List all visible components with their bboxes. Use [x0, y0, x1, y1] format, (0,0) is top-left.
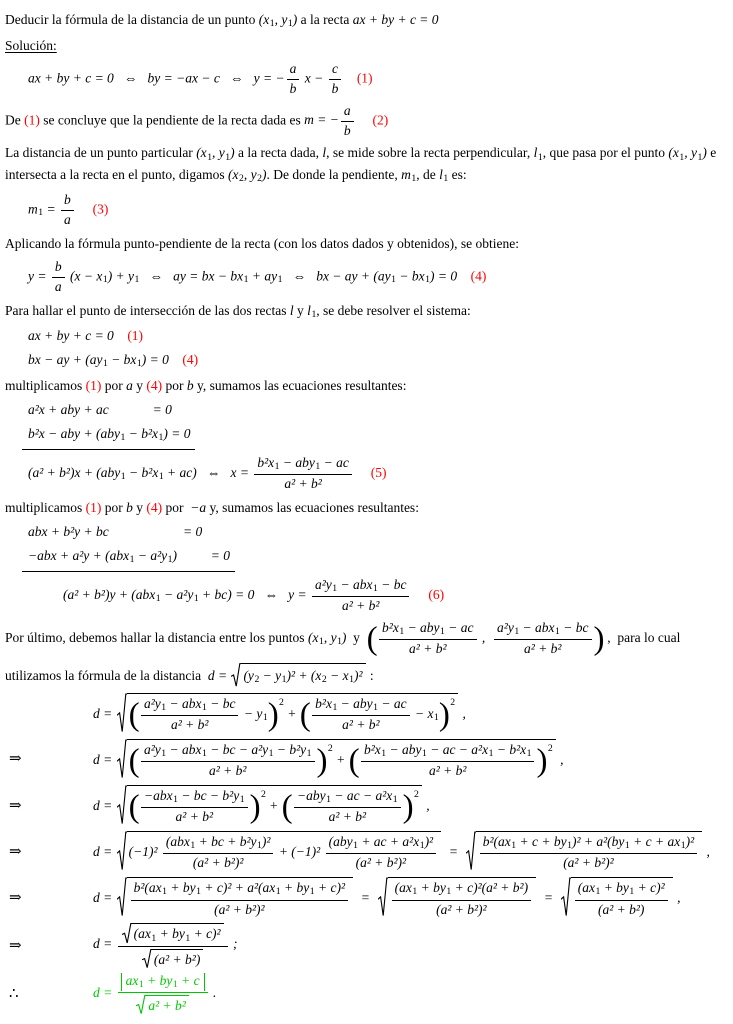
fraction — [379, 620, 476, 658]
paren-group — [299, 695, 456, 733]
implies-symbol: ⇒ — [9, 843, 22, 860]
equation-ref: (4) — [146, 377, 163, 393]
numerator: b — [52, 259, 65, 278]
subscript: 1 — [120, 471, 126, 483]
right-paren-icon: ) — [249, 789, 260, 826]
subscript: 1 — [173, 794, 178, 806]
text-line — [5, 36, 731, 56]
subscript: 1 — [287, 18, 293, 30]
denominator: a² + b² — [175, 809, 214, 825]
square-root — [117, 785, 422, 826]
subscript: 1 — [158, 432, 164, 444]
subscript: 1 — [151, 932, 157, 944]
radical-sign-icon — [117, 693, 127, 734]
subscript: 1 — [440, 626, 445, 638]
subscript: 1 — [268, 748, 274, 760]
radical-sign-icon — [561, 877, 571, 918]
abs-content: ax1 + by1 + c — [121, 973, 205, 991]
fraction — [494, 620, 591, 658]
paren-content: $\frac{\text{b²x1 − aby1 − ac}}{\text{a² + b²}}$ , $\frac{\text{a²y1 − abx1 − bc}}{\text{a² + b²}}$ — [377, 630, 593, 645]
subscript: 1 — [399, 626, 405, 638]
subscript: 1 — [243, 274, 249, 286]
derivation-line — [5, 784, 731, 826]
subscript: 1 — [412, 886, 418, 898]
left-paren-icon: ( — [299, 696, 311, 733]
subscript: 1 — [337, 636, 342, 648]
derivation-line — [5, 830, 731, 872]
subscript: 1 — [185, 932, 191, 944]
math-inline — [366, 619, 604, 657]
subscript: 1 — [318, 636, 324, 648]
left-paren-icon: ( — [348, 742, 359, 779]
subscript: 1 — [555, 626, 560, 638]
equation-line: ax + by + c = 0 ⇔ by = −ax − c ⇔ y = − $\frac{a}{b}$ x − $\frac{c}{b}$ (1) — [28, 60, 373, 96]
fraction — [141, 742, 315, 780]
subscript: 1 — [162, 886, 168, 898]
radical-sign-icon — [466, 831, 476, 872]
paren-content — [139, 788, 250, 825]
math-expression: d = ( $\frac{\text{−abx1 − bc − b²y1}}{\text{a² + b²}}$ )$^2$ + ( $\frac{\text{−aby1 − ac − a²x1}}{\text{a² + b²}}$ )$^2$ , — [93, 784, 430, 826]
denominator: b — [343, 122, 351, 138]
equation-ref: (6) — [428, 586, 445, 602]
denominator: a² + b² — [170, 717, 209, 733]
radicand: (ax1 + by1 + c)² — [132, 923, 224, 944]
numerator: (ax1 + by1 + c)²(a² + b²) — [392, 880, 531, 900]
denominator — [118, 993, 208, 1015]
radicand — [571, 877, 673, 918]
text-line: Por último, debemos hallar la distancia entre los puntos (x1, y1) y ( $\frac{\text{b²x1 − aby1 − ac}}{\text{a² + b²}}$ , $\frac{\text{a²y1 − abx1 − bc}}{\text{a² + b²}}$ ) , para lo cual — [5, 619, 681, 657]
subscript: 1 — [239, 794, 245, 806]
numerator: a²y1 − abx1 − bc — [141, 696, 238, 716]
fraction — [118, 973, 208, 1015]
denominator: (a² + b²)² — [563, 855, 614, 871]
exponent: 2 — [279, 696, 284, 708]
text-line: multiplicamos (1) por a y (4) por b y, sumamos las ecuaciones resultantes: — [5, 377, 407, 393]
exponent: 2 — [450, 696, 456, 708]
subscript: 1 — [158, 471, 164, 483]
subscript: 1 — [537, 151, 543, 163]
subscript: 1 — [275, 886, 281, 898]
radicand: a² + b² — [146, 995, 188, 1015]
fraction — [326, 834, 437, 872]
fraction — [163, 834, 274, 872]
square-root — [561, 877, 673, 918]
subscript: 1 — [567, 840, 572, 852]
square-root — [122, 923, 224, 944]
subscript: 1 — [306, 748, 312, 760]
left-paren-icon: ( — [128, 696, 139, 733]
radicand: ( $\frac{\text{a²y1 − abx1 − bc}}{\text{a² + b²}}$ − y1)$^2$ + ( $\frac{\text{b²x1 − aby1 − ac}}{\text{a² + b²}}$ − x1)$^2$ — [127, 693, 458, 734]
denominator: b — [289, 80, 297, 96]
radicand: ( $\frac{\text{a²y1 − abx1 − bc − a²y1 − b²y1}}{\text{a² + b²}}$ )$^2$ + ( $\frac{\text{b²x1 − aby1 − ac − a²x1 − b²x1}}{\text{a² + b²}}$ )$^2$ — [127, 739, 556, 780]
exponent: 2 — [327, 742, 333, 754]
text-line: multiplicamos (1) por b y (4) por −a y, sumamos las ecuaciones resultantes: — [5, 499, 419, 515]
fraction — [287, 61, 300, 98]
text-line: La distancia de un punto particular (x1, y1) a la recta dada, l, se mide sobre la recta perpendicular, l1, que pasa por el punto (x1, y1) e intersecta a la recta en el punto, digamos (x2, y2). De donde la pendiente, m1, de l1 es: — [5, 145, 720, 185]
denominator: (a² + b²)² — [436, 901, 487, 917]
derivation-line — [5, 738, 731, 780]
math-inline: (x1, y1) — [307, 630, 347, 648]
equation-ref: (4) — [182, 352, 199, 368]
radicand: (−1)² $\frac{\text{(abx1 + bc + b²y1)²}}{\text{(a² + b²)²}}$ + (−1)² $\frac{\text{(aby1 + ac + a²x1)²}}{\text{(a² + b²)²}}$ — [127, 831, 441, 872]
subscript: 1 — [120, 432, 126, 444]
subscript: 1 — [172, 978, 178, 990]
denominator: (a² + b²) — [597, 901, 645, 917]
right-paren-icon: ) — [402, 789, 413, 826]
paren-group — [348, 741, 553, 779]
math-expression: d = $\frac{\text{(ax1 + by1 + c)²}}{\text{(a² + b²)}}$ ; — [93, 922, 237, 968]
subscript: 1 — [274, 460, 280, 472]
equation-ref: (1) — [85, 377, 102, 393]
equation-line: (a² + b²)y + (abx1 − a²y1 + bc) = 0 ⇔ y = $\frac{\text{a²y1 − abx1 − bc}}{\text{a² + b²}}$ (6) — [63, 576, 445, 614]
square-root — [136, 995, 188, 1015]
right-paren-icon: ) — [438, 696, 450, 733]
derivation-line — [5, 922, 731, 968]
numerator: b²x1 − aby1 − ac − a²x1 − b²x1 — [361, 742, 535, 762]
fraction — [131, 880, 348, 918]
subscript: 1 — [353, 840, 358, 852]
subscript: 1 — [679, 151, 685, 163]
subscript: 1 — [136, 358, 142, 370]
subscript: 1 — [257, 840, 262, 852]
radicand: (y2 − y1)² + (x2 − x1)² — [241, 663, 365, 688]
subscript: 1 — [526, 748, 532, 760]
math-inline: l — [322, 145, 327, 161]
numerator: b²x1 − aby1 − ac — [379, 620, 476, 640]
radical-sign-icon — [231, 663, 241, 688]
subscript: 1 — [381, 748, 387, 760]
paren-group — [128, 695, 284, 733]
subscript: 1 — [411, 173, 417, 185]
derivation-line — [5, 876, 731, 918]
denominator — [118, 947, 228, 969]
absolute-value — [121, 973, 205, 991]
subscript: 1 — [680, 840, 686, 852]
paren-content — [292, 788, 403, 825]
radical-sign-icon — [117, 739, 127, 780]
equation-ref: (2) — [372, 112, 389, 128]
equation-line: m1 = $\frac{b}{a}$ (3) — [28, 191, 109, 227]
paren-group — [281, 788, 419, 826]
radical-sign-icon — [117, 831, 127, 872]
subscript: 1 — [309, 886, 315, 898]
numerator: a²y1 − abx1 − bc — [312, 577, 409, 597]
radicand — [388, 877, 536, 918]
fraction — [480, 834, 697, 872]
subscript: 1 — [196, 886, 201, 898]
math-inline: m = − $\frac{a}{b}$ — [304, 112, 355, 127]
math-inline: −a — [190, 499, 207, 515]
math-inline: b — [126, 499, 133, 515]
radical-sign-icon — [142, 949, 152, 969]
numerator: a²y1 − abx1 − bc − a²y1 − b²y1 — [141, 742, 315, 762]
subscript: 1 — [202, 701, 207, 713]
left-paren-icon: ( — [281, 789, 293, 826]
text-line: Deducir la fórmula de la distancia de un punto (x1, y1) a la recta ax + by + c = 0 — [5, 12, 439, 30]
equation-line: a²x + aby + ac = 0 — [28, 402, 172, 418]
subscript: 1 — [102, 274, 108, 286]
numerator: (aby1 + ac + a²x1)² — [326, 834, 437, 854]
subscript: 2 — [239, 173, 244, 185]
math-inline: a — [126, 377, 133, 393]
subscript: 1 — [225, 151, 231, 163]
numerator: a — [287, 61, 300, 80]
math-inline: l1 — [307, 302, 317, 320]
equation-ref: (4) — [470, 268, 487, 284]
fraction — [141, 696, 238, 734]
subscript: 1 — [161, 701, 167, 713]
math-inline: (x2, y2) — [228, 167, 267, 185]
fraction — [575, 880, 668, 918]
subscript: 2 — [257, 173, 263, 185]
math-expression: d = $\frac{ax1 + by1 + c}{\text{a² + b²}}$ . — [93, 972, 217, 1013]
subscript: 2 — [254, 674, 260, 686]
derivation-line — [5, 973, 731, 1015]
equation-line: b²x − aby + (aby1 − b²x1) = 0 — [22, 425, 195, 450]
subscript: 1 — [425, 274, 430, 286]
subscript: 1 — [155, 593, 161, 605]
fraction — [294, 788, 401, 826]
implies-symbol: ⇒ — [9, 797, 22, 814]
text-line: Para hallar el punto de intersección de las dos rectas l y l1, se debe resolver el sistema: — [5, 302, 471, 320]
subscript: 1 — [446, 886, 452, 898]
subscript: 1 — [373, 701, 379, 713]
fraction — [52, 259, 65, 296]
math-expression: d = ( $\frac{\text{a²y1 − abx1 − bc − a²y1 − b²y1}}{\text{a² + b²}}$ )$^2$ + ( $\frac{\text{b²x1 − aby1 − ac − a²x1 − b²x1}}{\text{a² + b²}}$ )$^2$ , — [93, 738, 563, 780]
subscript: 1 — [207, 151, 213, 163]
denominator: a² + b² — [409, 641, 447, 657]
subscript: 1 — [202, 748, 207, 760]
subscript: 1 — [349, 674, 354, 686]
subscript: 1 — [392, 794, 398, 806]
math-expression: d = (−1)² $\frac{\text{(abx1 + bc + b²y1)²}}{\text{(a² + b²)²}}$ + (−1)² $\frac{\text{(aby1 + ac + a²x1)²}}{\text{(a² + b²)²}}$ = $\frac{\text{b²(ax1 + c + by1)² + a²(by1 + c + ax1)²}}{\text{(a² + b²)²}}$ , — [93, 830, 710, 872]
subscript: 1 — [129, 554, 135, 566]
fraction — [254, 455, 351, 493]
text-line: Aplicando la fórmula punto-pendiente de la recta (con los datos dados y obtenidos), se obtiene: — [5, 235, 519, 251]
denominator: a² + b² — [524, 641, 562, 657]
subscript: 1 — [443, 173, 449, 185]
math-inline: (x1, y1) — [668, 145, 707, 163]
subscript: 1 — [138, 978, 144, 990]
underlined-text: Solución: — [5, 37, 57, 53]
paren-group — [128, 788, 266, 826]
left-paren-icon: ( — [128, 742, 139, 779]
equation-line: bx − ay + (ay1 − bx1) = 0 (4) — [28, 352, 199, 370]
subscript: 1 — [262, 712, 268, 724]
equation-line: y = $\frac{b}{a}$ (x − x1) + y1 ⇔ ay = bx − bx1 + ay1 ⇔ bx − ay + (ay1 − bx1) = 0 (4) — [28, 258, 487, 294]
subscript: 1 — [38, 207, 44, 219]
exponent: 2 — [260, 789, 266, 801]
math-inline: b — [186, 377, 194, 393]
equation-ref: (1) — [85, 499, 102, 515]
equation-ref: (5) — [370, 464, 387, 480]
math-inline: l1 — [533, 145, 543, 163]
square-root — [117, 831, 441, 872]
paren-group — [366, 619, 604, 657]
numerator: (ax1 + by1 + c)² — [575, 880, 668, 900]
numerator: b — [61, 192, 74, 211]
math-inline: (x1, y1) — [196, 145, 235, 163]
numerator: a — [341, 103, 354, 122]
math-inline: ax + by + c = 0 — [352, 12, 439, 27]
radical-sign-icon — [136, 995, 146, 1015]
subscript: 1 — [315, 460, 321, 472]
exponent: 2 — [547, 742, 553, 754]
subscript: 1 — [595, 886, 601, 898]
denominator: (a² + b²)² — [192, 855, 244, 871]
subscript: 1 — [326, 794, 331, 806]
subscript: 1 — [277, 274, 283, 286]
denominator: a² + b² — [209, 763, 247, 779]
text-line: De (1) se concluye que la pendiente de la recta dada es m = − $\frac{a}{b}$ (2) — [5, 102, 389, 138]
denominator: (a² + b²)² — [214, 901, 265, 917]
numerator: (abx1 + bc + b²y1)² — [163, 834, 274, 854]
math-expression: d = ( $\frac{\text{a²y1 − abx1 − bc}}{\text{a² + b²}}$ − y1)$^2$ + ( $\frac{\text{b²x1 − aby1 − ac}}{\text{a² + b²}}$ − x1)$^2$ , — [93, 692, 466, 734]
implies-symbol: ⇒ — [9, 938, 22, 955]
subscript: 1 — [134, 274, 140, 286]
equation-line: (a² + b²)x + (aby1 − b²x1 + ac) ⇔ x = $\frac{\text{b²x1 − aby1 − ac}}{\text{a² + b²}}$ (5) — [28, 454, 387, 492]
equation-line: ax + by + c = 0 (1) — [28, 328, 144, 344]
text-line: utilizamos la fórmula de la distancia d = (y2 − y1)² + (x2 − x1)² : — [5, 662, 731, 688]
fraction — [329, 61, 342, 98]
subscript: 1 — [332, 701, 338, 713]
numerator: b²x1 − aby1 − ac — [254, 455, 351, 475]
numerator: b²(ax1 + by1 + c)² + a²(ax1 + by1 + c)² — [131, 880, 348, 900]
right-paren-icon: ) — [536, 742, 547, 779]
equation-ref: (4) — [146, 499, 163, 515]
radical-sign-icon — [122, 923, 132, 944]
paren-content — [359, 741, 537, 779]
paren-content: $\frac{\text{a²y1 − abx1 − bc}}{\text{a² + b²}}$ − y1 — [139, 706, 268, 721]
square-root — [378, 877, 536, 918]
math-inline: d = (y2 − y1)² + (x2 − x1)² — [208, 668, 367, 683]
subscript: 1 — [514, 626, 520, 638]
square-root — [117, 693, 458, 734]
numerator — [118, 973, 208, 993]
denominator: a — [63, 211, 71, 227]
denominator: b — [331, 80, 339, 96]
fraction — [392, 880, 531, 918]
fraction — [118, 922, 228, 968]
fraction — [312, 577, 409, 615]
radicand — [476, 831, 702, 872]
denominator: (a² + b²)² — [355, 855, 407, 871]
equation-ref: (1) — [356, 70, 373, 86]
right-paren-icon: ) — [267, 696, 279, 733]
subscript: 1 — [624, 840, 630, 852]
numerator: −aby1 − ac − a²x1 — [294, 788, 401, 808]
denominator: a² + b² — [328, 809, 367, 825]
radicand: (a² + b²) — [152, 949, 203, 969]
therefore-symbol: ∴ — [9, 986, 19, 1003]
numerator: −abx1 − bc − b²y1 — [141, 788, 248, 808]
equation-line: −abx + a²y + (abx1 − a²y1) = 0 — [22, 547, 235, 572]
radical-sign-icon — [117, 785, 127, 826]
subscript: 1 — [697, 151, 703, 163]
numerator: c — [329, 61, 342, 80]
right-paren-icon: ) — [593, 620, 604, 657]
square-root — [466, 831, 702, 872]
fraction — [341, 103, 354, 140]
subscript: 1 — [281, 674, 287, 686]
final-result: d = $\frac{ax1 + by1 + c}{\text{a² + b²}}$ — [93, 985, 210, 1000]
denominator: a² + b² — [284, 476, 322, 492]
subscript: 1 — [167, 554, 173, 566]
implies-symbol: ⇒ — [9, 751, 22, 768]
square-root — [142, 949, 203, 969]
subscript: 1 — [102, 358, 108, 370]
radical-sign-icon — [378, 877, 388, 918]
left-paren-icon: ( — [366, 620, 378, 657]
radical-sign-icon — [117, 877, 127, 918]
subscript: 1 — [269, 18, 275, 30]
math-inline: l1 — [439, 167, 449, 185]
numerator: a²y1 − abx1 − bc — [494, 620, 591, 640]
denominator: a² + b² — [428, 763, 467, 779]
square-root — [117, 877, 353, 918]
math-inline: l — [289, 302, 294, 318]
subscript: 1 — [433, 712, 439, 724]
exponent: 2 — [413, 789, 419, 801]
subscript: 1 — [511, 840, 517, 852]
right-paren-icon: ) — [316, 742, 327, 779]
equation-line: abx + b²y + bc = 0 — [28, 524, 203, 540]
subscript: 1 — [419, 840, 425, 852]
radicand: ( $\frac{\text{−abx1 − bc − b²y1}}{\text{a² + b²}}$ )$^2$ + ( $\frac{\text{−aby1 − ac − a²x1}}{\text{a² + b²}}$ )$^2$ — [127, 785, 422, 826]
denominator: a — [54, 278, 62, 294]
subscript: 1 — [373, 582, 378, 594]
denominator: a² + b² — [342, 717, 380, 733]
left-paren-icon: ( — [128, 789, 139, 826]
subscript: 1 — [193, 593, 199, 605]
implies-symbol: ⇒ — [9, 889, 22, 906]
equation-ref: (1) — [127, 328, 144, 344]
subscript: 2 — [321, 674, 327, 686]
fraction — [141, 788, 248, 826]
derivation-line — [5, 692, 731, 734]
denominator: a² + b² — [341, 598, 380, 614]
subscript: 1 — [629, 886, 635, 898]
square-root — [231, 663, 365, 688]
subscript: 1 — [190, 840, 196, 852]
fraction — [61, 192, 74, 229]
equation-ref: (3) — [92, 201, 109, 217]
paren-group — [128, 741, 333, 779]
numerator: b²x1 − aby1 − ac — [312, 696, 409, 716]
square-root — [117, 739, 556, 780]
paren-content: $\frac{\text{b²x1 − aby1 − ac}}{\text{a² + b²}}$ − x1 — [310, 706, 439, 721]
paren-content — [139, 741, 317, 779]
subscript: 1 — [488, 748, 494, 760]
numerator — [118, 922, 228, 946]
fraction — [312, 696, 409, 734]
equation-ref: (1) — [24, 112, 40, 128]
math-inline: (x1, y1) — [258, 12, 298, 30]
numerator: b²(ax1 + c + by1)² + a²(by1 + c + ax1)² — [480, 834, 697, 854]
subscript: 1 — [332, 582, 338, 594]
math-expression: d = $\frac{\text{b²(ax1 + by1 + c)² + a²(ax1 + by1 + c)²}}{\text{(a² + b²)²}}$ = $\frac{\text{(ax1 + by1 + c)²(a² + b²)}}{\text{(a² + b²)²}}$ = $\frac{\text{(ax1 + by1 + c)²}}{\text{(a² + b²)}}$ , — [93, 876, 680, 918]
subscript: 1 — [391, 274, 396, 286]
radicand — [127, 877, 353, 918]
math-inline: m1 — [401, 167, 417, 185]
subscript: 1 — [311, 308, 317, 320]
subscript: 1 — [161, 748, 167, 760]
fraction — [361, 742, 535, 780]
subscript: 1 — [421, 748, 427, 760]
